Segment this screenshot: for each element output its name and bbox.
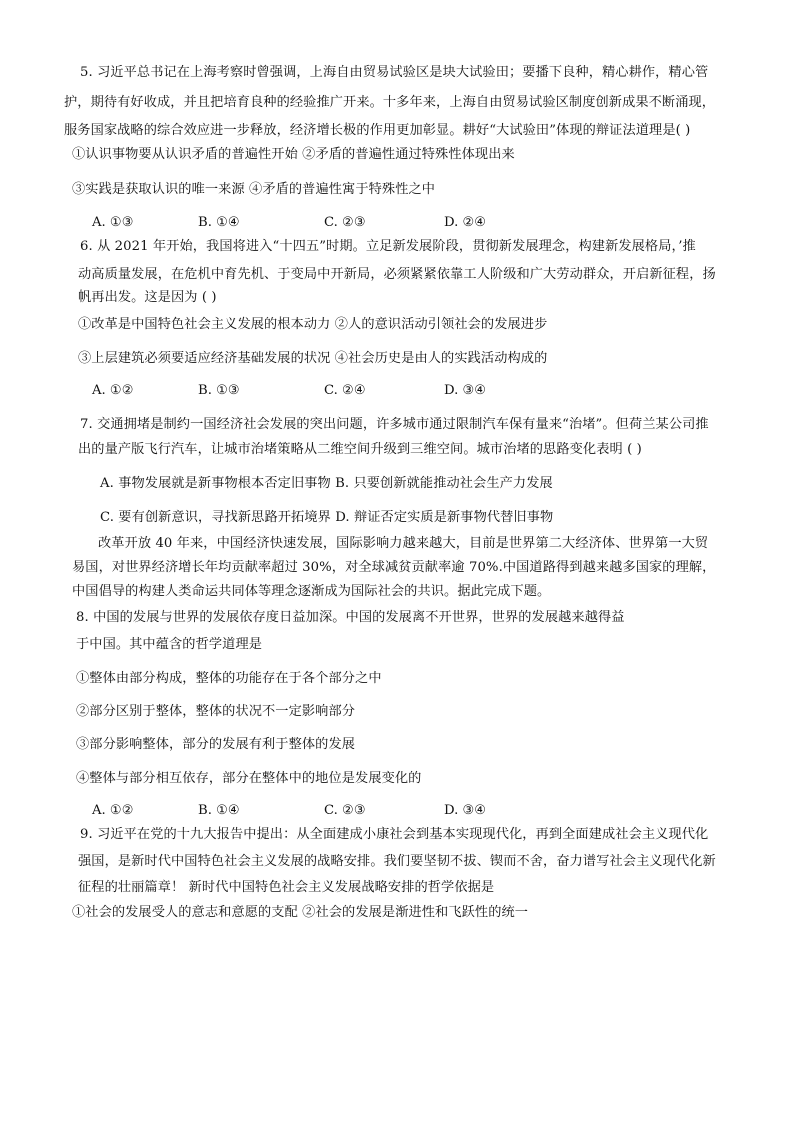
q6-stem-line-2: 动高质量发展，在危机中育先机、于变局中开新局，必须紧紧依靠工人阶级和广大劳动群众，开启新征程，扬 bbox=[78, 267, 716, 282]
q8-stem-line-2: 于中国。其中蕴含的哲学道理是 bbox=[76, 637, 263, 652]
q6-statements-line-1: ①改革是中国特色社会主义发展的根本动力 ②人的意识活动引领社会的发展进步 bbox=[78, 317, 548, 332]
q8-option-c: C. ②③ bbox=[324, 803, 366, 818]
passage-line-1: 改革开放 40 年来，中国经济快速发展，国际影响力越来越大，目前是世界第二大经济体、世界第一大贸 bbox=[98, 536, 709, 551]
q5-stem-line-2: 护，期待有好收成，并且把培育良种的经验推广开来。十多年来，上海自由贸易试验区制度创新成果不断涌现， bbox=[64, 95, 716, 110]
q8-stem-line-1: 8. 中国的发展与世界的发展依存度日益加深。中国的发展离不开世界，世界的发展越来越得益 bbox=[76, 610, 625, 625]
q7-options-line-1: A. 事物发展就是新事物根本否定旧事物 B. 只要创新就能推动社会生产力发展 bbox=[100, 476, 553, 491]
q6-stem-line-1: 6. 从 2021 年开始，我国将进入“十四五”时期。立足新发展阶段，贯彻新发展理念，构建新发展格局，’推 bbox=[80, 239, 696, 254]
q5-statements-line-1: ①认识事物要从认识矛盾的普遍性开始 ②矛盾的普遍性通过特殊性体现出来 bbox=[72, 147, 515, 162]
q8-option-d: D. ③④ bbox=[444, 803, 487, 818]
q6-option-a: A. ①② bbox=[92, 383, 134, 398]
q9-stem-line-3: 征程的壮丽篇章！ 新时代中国特色社会主义发展战略安排的哲学依据是 bbox=[78, 880, 495, 895]
q6-stem-line-3: 帆再出发。这是因为 ( ) bbox=[78, 290, 217, 305]
passage-line-3: 中国倡导的构建人类命运共同体等理念逐渐成为国际社会的共识。据此完成下题。 bbox=[72, 584, 551, 599]
q8-statement-1: ①整体由部分构成，整体的功能存在于各个部分之中 bbox=[76, 671, 382, 686]
q8-statement-3: ③部分影响整体，部分的发展有利于整体的发展 bbox=[76, 737, 356, 752]
q8-option-a: A. ①② bbox=[92, 803, 134, 818]
q5-option-c: C. ②③ bbox=[324, 215, 366, 230]
q5-option-b: B. ①④ bbox=[198, 215, 240, 230]
q5-stem-line-1: 5. 习近平总书记在上海考察时曾强调，上海自由贸易试验区是块大试验田；要播下良种，精心耕作，精心管 bbox=[80, 65, 709, 80]
passage-line-2: 易国，对世界经济增长年均贡献率超过 30%，对全球减贫贡献率逾 70%.中国道路得到越来越多国家的理解， bbox=[72, 560, 716, 575]
q5-option-d: D. ②④ bbox=[444, 215, 487, 230]
q6-option-d: D. ③④ bbox=[444, 383, 487, 398]
q5-statements-line-2: ③实践是获取认识的唯一来源 ④矛盾的普遍性寓于特殊性之中 bbox=[72, 182, 436, 197]
q5-option-a: A. ①③ bbox=[92, 215, 134, 230]
q7-stem-line-1: 7. 交通拥堵是制约一国经济社会发展的突出问题，许多城市通过限制汽车保有量来“治堵”。但荷兰某公司推 bbox=[80, 417, 709, 432]
q8-option-b: B. ①④ bbox=[198, 803, 240, 818]
q6-statements-line-2: ③上层建筑必须要适应经济基础发展的状况 ④社会历史是由人的实践活动构成的 bbox=[78, 351, 548, 366]
q8-statement-4: ④整体与部分相互依存，部分在整体中的地位是发展变化的 bbox=[76, 771, 422, 786]
q7-options-line-2: C. 要有创新意识，寻找新思路开拓境界 D. 辩证否定实质是新事物代替旧事物 bbox=[100, 510, 554, 525]
q6-option-c: C. ②④ bbox=[324, 383, 366, 398]
q8-statement-2: ②部分区别于整体，整体的状况不一定影响部分 bbox=[76, 704, 356, 719]
q7-stem-line-2: 出的量产版飞行汽车，让城市治堵策略从二维空间升级到三维空间。城市治堵的思路变化表明 ( ) bbox=[78, 442, 642, 457]
q9-stem-line-1: 9. 习近平在党的十九大报告中提出：从全面建成小康社会到基本实现现代化，再到全面建成社会主义现代化 bbox=[80, 827, 709, 842]
q9-stem-line-2: 强国，是新时代中国特色社会主义发展的战略安排。我们要坚韧不拔、锲而不舍，奋力谱写社会主义现代化新 bbox=[78, 854, 716, 869]
q9-statements-line-1: ①社会的发展受人的意志和意愿的支配 ②社会的发展是渐进性和飞跃性的统一 bbox=[72, 905, 529, 920]
q5-stem-line-3: 服务国家战略的综合效应进一步释放，经济增长极的作用更加彰显。耕好“大试验田”体现的辩证法道理是( ) bbox=[64, 123, 691, 138]
q6-option-b: B. ①③ bbox=[198, 383, 240, 398]
